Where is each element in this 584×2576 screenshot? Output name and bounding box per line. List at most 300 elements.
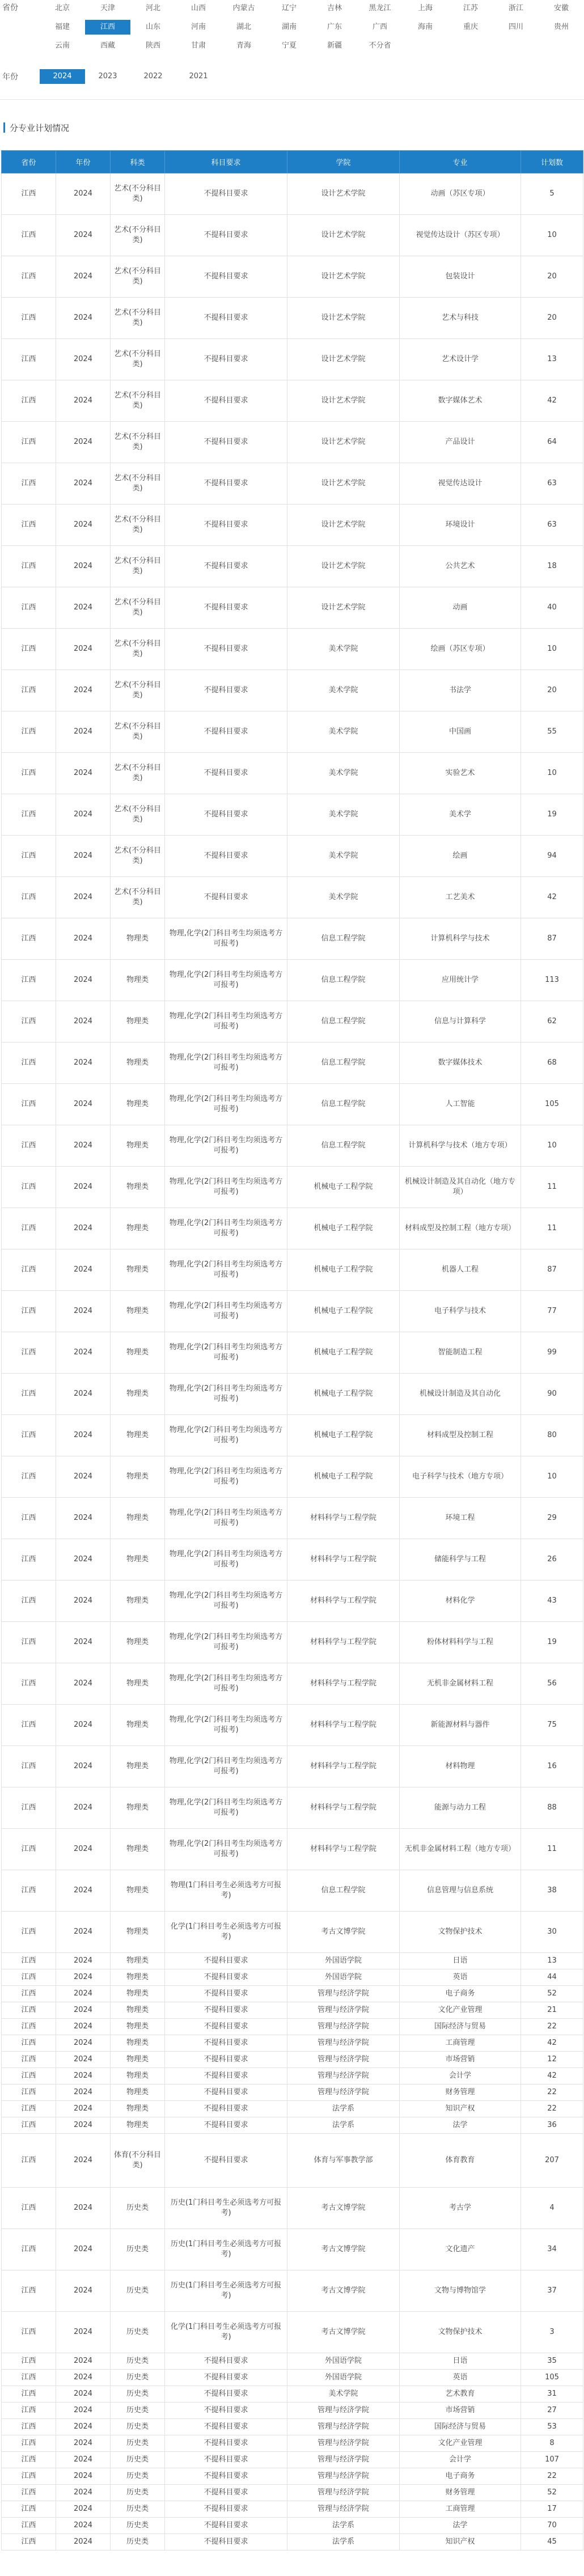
cell-year: 2024 (56, 1912, 111, 1953)
cell-plan-count: 22 (521, 2084, 583, 2101)
cell-subject-requirement: 不提科目要求 (165, 2403, 287, 2419)
cell-major: 信息管理与信息系统 (400, 1870, 521, 1912)
cell-category: 历史类 (111, 2518, 165, 2534)
province-chip[interactable]: 湖南 (281, 23, 297, 31)
cell-province: 江西 (2, 2518, 56, 2534)
cell-plan-count: 29 (521, 1498, 583, 1539)
cell-category: 历史类 (111, 2386, 165, 2403)
cell-plan-count: 27 (521, 2403, 583, 2419)
cell-category: 物理类 (111, 2068, 165, 2084)
cell-major: 信息与计算科学 (400, 1001, 521, 1043)
cell-college: 法学系 (287, 2117, 400, 2134)
cell-province: 江西 (2, 2068, 56, 2084)
cell-province: 江西 (2, 1953, 56, 1969)
province-chip[interactable]: 黑龙江 (369, 4, 391, 12)
table-row (2, 2485, 583, 2501)
table-row (2, 2002, 583, 2019)
cell-college: 考古文博学院 (287, 2270, 400, 2312)
cell-subject-requirement: 不提科目要求 (165, 339, 287, 380)
cell-category: 艺术(不分科目类) (111, 298, 165, 339)
cell-major: 文物与博物馆学 (400, 2270, 521, 2312)
cell-year: 2024 (56, 1332, 111, 1374)
cell-province: 江西 (2, 2403, 56, 2419)
cell-plan-count: 42 (521, 2068, 583, 2084)
year-chip[interactable]: 2022 (143, 72, 163, 80)
cell-college: 设计艺术学院 (287, 173, 400, 215)
cell-subject-requirement: 不提科目要求 (165, 877, 287, 918)
cell-subject-requirement: 物理,化学(2门科目考生均须选考方可报考) (165, 1374, 287, 1415)
cell-subject-requirement: 不提科目要求 (165, 2485, 287, 2501)
cell-year: 2024 (56, 2019, 111, 2035)
cell-major: 法学 (400, 2518, 521, 2534)
cell-category: 艺术(不分科目类) (111, 173, 165, 215)
cell-category: 历史类 (111, 2403, 165, 2419)
cell-plan-count: 21 (521, 2002, 583, 2019)
province-chip[interactable]: 贵州 (553, 23, 569, 31)
cell-year: 2024 (56, 2035, 111, 2052)
year-chip[interactable]: 2024 (40, 69, 85, 84)
cell-major: 财务管理 (400, 2084, 521, 2101)
cell-plan-count: 63 (521, 463, 583, 505)
cell-province: 江西 (2, 1043, 56, 1084)
cell-province: 江西 (2, 1001, 56, 1043)
province-filter-label: 省份 (2, 3, 18, 12)
cell-province: 江西 (2, 2468, 56, 2485)
cell-major: 艺术教育 (400, 2386, 521, 2403)
cell-plan-count: 40 (521, 587, 583, 629)
table-body (2, 173, 583, 2550)
cell-subject-requirement: 不提科目要求 (165, 380, 287, 422)
province-chip[interactable]: 甘肃 (191, 41, 206, 50)
cell-plan-count: 52 (521, 1986, 583, 2002)
table-row (2, 2188, 583, 2229)
cell-plan-count: 77 (521, 1291, 583, 1332)
cell-plan-count: 22 (521, 2468, 583, 2485)
cell-college: 机械电子工程学院 (287, 1374, 400, 1415)
table-row (2, 2518, 583, 2534)
province-chip[interactable]: 陕西 (145, 41, 160, 50)
cell-subject-requirement: 不提科目要求 (165, 2386, 287, 2403)
cell-province: 江西 (2, 2312, 56, 2353)
table-row (2, 2386, 583, 2403)
header-category: 科类 (111, 151, 165, 173)
cell-plan-count: 88 (521, 1787, 583, 1829)
cell-category: 物理类 (111, 2052, 165, 2068)
province-chip[interactable]: 湖北 (236, 23, 251, 31)
table-row (2, 1291, 583, 1332)
cell-province: 江西 (2, 2117, 56, 2134)
province-chip[interactable]: 海南 (417, 23, 433, 31)
cell-plan-count: 10 (521, 629, 583, 670)
province-chip[interactable]: 河南 (191, 23, 206, 31)
cell-major: 文化产业管理 (400, 2002, 521, 2019)
cell-major: 体育教育 (400, 2134, 521, 2188)
table-row (2, 1829, 583, 1870)
cell-year: 2024 (56, 1705, 111, 1746)
cell-major: 计算机科学与技术（地方专项） (400, 1125, 521, 1167)
cell-category: 物理类 (111, 918, 165, 960)
cell-category: 历史类 (111, 2188, 165, 2229)
cell-subject-requirement: 不提科目要求 (165, 2084, 287, 2101)
cell-year: 2024 (56, 2270, 111, 2312)
cell-subject-requirement: 不提科目要求 (165, 753, 287, 794)
cell-college: 管理与经济学院 (287, 2501, 400, 2518)
cell-category: 物理类 (111, 1969, 165, 1986)
cell-year: 2024 (56, 2419, 111, 2435)
cell-subject-requirement: 物理,化学(2门科目考生均须选考方可报考) (165, 1622, 287, 1663)
cell-year: 2024 (56, 2452, 111, 2468)
cell-province: 江西 (2, 1498, 56, 1539)
cell-subject-requirement: 化学(1门科目考生必须选考方可报考) (165, 2312, 287, 2353)
cell-plan-count: 17 (521, 2501, 583, 2518)
province-chip[interactable]: 内蒙古 (232, 4, 255, 12)
cell-province: 江西 (2, 1663, 56, 1705)
cell-category: 物理类 (111, 1746, 165, 1787)
cell-plan-count: 10 (521, 215, 583, 256)
cell-year: 2024 (56, 918, 111, 960)
table-row (2, 173, 583, 215)
cell-category: 物理类 (111, 1870, 165, 1912)
province-chip[interactable]: 山东 (145, 23, 160, 31)
cell-category: 物理类 (111, 1043, 165, 1084)
cell-year: 2024 (56, 1746, 111, 1787)
cell-major: 英语 (400, 2370, 521, 2386)
cell-province: 江西 (2, 298, 56, 339)
cell-subject-requirement: 物理,化学(2门科目考生均须选考方可报考) (165, 1043, 287, 1084)
header-major: 专业 (400, 151, 521, 173)
cell-category: 物理类 (111, 2117, 165, 2134)
cell-major: 材料化学 (400, 1581, 521, 1622)
cell-subject-requirement: 不提科目要求 (165, 298, 287, 339)
province-chip[interactable]: 浙江 (508, 4, 523, 12)
table-row (2, 1167, 583, 1208)
cell-subject-requirement: 物理,化学(2门科目考生均须选考方可报考) (165, 1125, 287, 1167)
cell-province: 江西 (2, 1249, 56, 1291)
cell-plan-count: 4 (521, 2188, 583, 2229)
cell-province: 江西 (2, 587, 56, 629)
cell-category: 历史类 (111, 2370, 165, 2386)
cell-category: 物理类 (111, 2002, 165, 2019)
cell-province: 江西 (2, 463, 56, 505)
cell-year: 2024 (56, 2435, 111, 2452)
cell-category: 艺术(不分科目类) (111, 215, 165, 256)
year-chip[interactable]: 2021 (189, 72, 208, 80)
cell-subject-requirement: 物理,化学(2门科目考生均须选考方可报考) (165, 1332, 287, 1374)
cell-province: 江西 (2, 546, 56, 587)
cell-province: 江西 (2, 1787, 56, 1829)
cell-plan-count: 63 (521, 505, 583, 546)
cell-subject-requirement: 不提科目要求 (165, 422, 287, 463)
cell-subject-requirement: 物理,化学(2门科目考生均须选考方可报考) (165, 918, 287, 960)
cell-subject-requirement: 物理,化学(2门科目考生均须选考方可报考) (165, 960, 287, 1001)
province-chip[interactable]: 不分省 (369, 41, 391, 50)
cell-plan-count: 22 (521, 2101, 583, 2117)
table-row (2, 2452, 583, 2468)
cell-province: 江西 (2, 1084, 56, 1125)
cell-subject-requirement: 物理(1门科目考生必须选考方可报考) (165, 1870, 287, 1912)
cell-year: 2024 (56, 1969, 111, 1986)
cell-major: 工艺美术 (400, 877, 521, 918)
cell-plan-count: 20 (521, 256, 583, 298)
table-row (2, 2084, 583, 2101)
cell-category: 艺术(不分科目类) (111, 256, 165, 298)
cell-province: 江西 (2, 2188, 56, 2229)
cell-college: 管理与经济学院 (287, 2452, 400, 2468)
cell-plan-count: 8 (521, 2435, 583, 2452)
cell-province: 江西 (2, 2353, 56, 2370)
table-row (2, 339, 583, 380)
cell-year: 2024 (56, 1622, 111, 1663)
cell-province: 江西 (2, 1291, 56, 1332)
cell-college: 外国语学院 (287, 1969, 400, 1986)
province-chip[interactable]: 重庆 (463, 23, 478, 31)
province-chip[interactable]: 山西 (191, 4, 206, 12)
cell-college: 机械电子工程学院 (287, 1456, 400, 1498)
province-chip[interactable]: 江苏 (463, 4, 478, 12)
cell-plan-count: 52 (521, 2485, 583, 2501)
cell-year: 2024 (56, 1415, 111, 1456)
cell-subject-requirement: 不提科目要求 (165, 2002, 287, 2019)
table-row (2, 1374, 583, 1415)
cell-province: 江西 (2, 2084, 56, 2101)
cell-province: 江西 (2, 2052, 56, 2068)
cell-subject-requirement: 不提科目要求 (165, 2052, 287, 2068)
province-chip[interactable]: 云南 (54, 41, 70, 50)
table-row (2, 711, 583, 753)
province-chip[interactable]: 西藏 (100, 41, 115, 50)
cell-major: 会计学 (400, 2068, 521, 2084)
cell-college: 设计艺术学院 (287, 546, 400, 587)
table-row (2, 298, 583, 339)
cell-category: 历史类 (111, 2468, 165, 2485)
cell-plan-count: 10 (521, 1456, 583, 1498)
cell-category: 艺术(不分科目类) (111, 877, 165, 918)
cell-subject-requirement: 不提科目要求 (165, 587, 287, 629)
province-chip[interactable]: 辽宁 (281, 4, 297, 12)
cell-subject-requirement: 物理,化学(2门科目考生均须选考方可报考) (165, 1539, 287, 1581)
cell-major: 机械设计制造及其自动化（地方专项） (400, 1167, 521, 1208)
table-row (2, 836, 583, 877)
cell-category: 物理类 (111, 1332, 165, 1374)
cell-plan-count: 113 (521, 960, 583, 1001)
cell-subject-requirement: 不提科目要求 (165, 2035, 287, 2052)
cell-plan-count: 55 (521, 711, 583, 753)
cell-year: 2024 (56, 587, 111, 629)
table-row (2, 1043, 583, 1084)
cell-province: 江西 (2, 877, 56, 918)
cell-college: 设计艺术学院 (287, 587, 400, 629)
cell-year: 2024 (56, 422, 111, 463)
province-chip[interactable]: 北京 (54, 4, 70, 12)
cell-college: 材料科学与工程学院 (287, 1581, 400, 1622)
province-chip[interactable]: 广西 (372, 23, 387, 31)
cell-year: 2024 (56, 1001, 111, 1043)
cell-college: 材料科学与工程学院 (287, 1622, 400, 1663)
table-row (2, 1912, 583, 1953)
cell-major: 环境工程 (400, 1498, 521, 1539)
cell-plan-count: 31 (521, 2386, 583, 2403)
cell-plan-count: 34 (521, 2229, 583, 2270)
cell-major: 知识产权 (400, 2534, 521, 2550)
cell-year: 2024 (56, 339, 111, 380)
cell-major: 法学 (400, 2117, 521, 2134)
cell-year: 2024 (56, 505, 111, 546)
table-row (2, 1787, 583, 1829)
table-row (2, 380, 583, 422)
cell-college: 美术学院 (287, 629, 400, 670)
cell-province: 江西 (2, 2419, 56, 2435)
province-chip[interactable]: 江西 (85, 20, 130, 35)
cell-province: 江西 (2, 380, 56, 422)
cell-province: 江西 (2, 339, 56, 380)
cell-plan-count: 44 (521, 1969, 583, 1986)
cell-major: 工商管理 (400, 2035, 521, 2052)
cell-category: 艺术(不分科目类) (111, 711, 165, 753)
cell-major: 材料成型及控制工程 (400, 1415, 521, 1456)
cell-college: 信息工程学院 (287, 1870, 400, 1912)
header-plan-count: 计划数 (521, 151, 583, 173)
cell-major: 日语 (400, 2353, 521, 2370)
cell-college: 设计艺术学院 (287, 339, 400, 380)
cell-year: 2024 (56, 173, 111, 215)
cell-subject-requirement: 不提科目要求 (165, 2117, 287, 2134)
cell-plan-count: 53 (521, 2419, 583, 2435)
cell-province: 江西 (2, 1986, 56, 2002)
cell-province: 江西 (2, 1581, 56, 1622)
cell-category: 艺术(不分科目类) (111, 753, 165, 794)
province-chip[interactable]: 上海 (417, 4, 433, 12)
cell-major: 美术学 (400, 794, 521, 836)
cell-college: 设计艺术学院 (287, 505, 400, 546)
cell-year: 2024 (56, 1374, 111, 1415)
cell-major: 绘画 (400, 836, 521, 877)
plan-table (1, 150, 583, 2550)
cell-plan-count: 87 (521, 1249, 583, 1291)
province-chip[interactable]: 四川 (508, 23, 523, 31)
cell-college: 机械电子工程学院 (287, 1167, 400, 1208)
cell-subject-requirement: 不提科目要求 (165, 256, 287, 298)
cell-major: 机械设计制造及其自动化 (400, 1374, 521, 1415)
province-chip[interactable]: 天津 (100, 4, 115, 12)
cell-category: 艺术(不分科目类) (111, 422, 165, 463)
cell-subject-requirement: 不提科目要求 (165, 629, 287, 670)
cell-province: 江西 (2, 753, 56, 794)
province-chip[interactable]: 吉林 (327, 4, 342, 12)
cell-college: 信息工程学院 (287, 960, 400, 1001)
province-chip[interactable]: 福建 (54, 23, 70, 31)
cell-major: 文化遗产 (400, 2229, 521, 2270)
cell-category: 物理类 (111, 2035, 165, 2052)
cell-plan-count: 42 (521, 2035, 583, 2052)
table-row (2, 960, 583, 1001)
cell-year: 2024 (56, 2312, 111, 2353)
cell-year: 2024 (56, 877, 111, 918)
cell-province: 江西 (2, 1167, 56, 1208)
province-chip[interactable]: 河北 (145, 4, 160, 12)
cell-college: 外国语学院 (287, 2370, 400, 2386)
table-row (2, 794, 583, 836)
table-row (2, 2468, 583, 2485)
cell-category: 物理类 (111, 1912, 165, 1953)
cell-major: 粉体材料科学与工程 (400, 1622, 521, 1663)
cell-subject-requirement: 化学(1门科目考生必须选考方可报考) (165, 1912, 287, 1953)
cell-major: 文化产业管理 (400, 2435, 521, 2452)
cell-year: 2024 (56, 794, 111, 836)
cell-college: 设计艺术学院 (287, 463, 400, 505)
cell-subject-requirement: 不提科目要求 (165, 2501, 287, 2518)
province-chip[interactable]: 新疆 (327, 41, 342, 50)
cell-major: 视觉传达设计 (400, 463, 521, 505)
cell-province: 江西 (2, 1870, 56, 1912)
cell-plan-count: 20 (521, 298, 583, 339)
cell-college: 信息工程学院 (287, 1001, 400, 1043)
cell-plan-count: 107 (521, 2452, 583, 2468)
cell-year: 2024 (56, 546, 111, 587)
section-header (3, 121, 69, 134)
cell-major: 文物保护技术 (400, 2312, 521, 2353)
year-chip[interactable]: 2023 (98, 72, 117, 80)
cell-college: 美术学院 (287, 794, 400, 836)
cell-plan-count: 105 (521, 1084, 583, 1125)
cell-category: 物理类 (111, 1705, 165, 1746)
cell-subject-requirement: 物理,化学(2门科目考生均须选考方可报考) (165, 1581, 287, 1622)
province-chip[interactable]: 广东 (327, 23, 342, 31)
cell-category: 物理类 (111, 960, 165, 1001)
cell-province: 江西 (2, 1746, 56, 1787)
cell-college: 信息工程学院 (287, 1043, 400, 1084)
cell-college: 机械电子工程学院 (287, 1208, 400, 1249)
table-row (2, 1969, 583, 1986)
cell-major: 无机非金属材料工程 (400, 1663, 521, 1705)
cell-college: 外国语学院 (287, 2353, 400, 2370)
cell-category: 物理类 (111, 1456, 165, 1498)
header-year: 年份 (56, 151, 111, 173)
cell-subject-requirement: 不提科目要求 (165, 2419, 287, 2435)
cell-year: 2024 (56, 298, 111, 339)
province-chip-list (40, 0, 584, 56)
province-chip[interactable]: 青海 (236, 41, 251, 50)
table-row (2, 2270, 583, 2312)
cell-year: 2024 (56, 1829, 111, 1870)
cell-category: 历史类 (111, 2452, 165, 2468)
table-row (2, 2117, 583, 2134)
year-chip-list (40, 69, 221, 84)
cell-category: 物理类 (111, 1291, 165, 1332)
table-row (2, 1539, 583, 1581)
cell-major: 材料物理 (400, 1746, 521, 1787)
cell-category: 历史类 (111, 2501, 165, 2518)
cell-major: 书法学 (400, 670, 521, 711)
cell-college: 信息工程学院 (287, 918, 400, 960)
province-chip[interactable]: 宁夏 (281, 41, 297, 50)
cell-college: 管理与经济学院 (287, 2035, 400, 2052)
cell-plan-count: 10 (521, 1125, 583, 1167)
cell-plan-count: 105 (521, 2370, 583, 2386)
cell-major: 国际经济与贸易 (400, 2019, 521, 2035)
province-chip[interactable]: 安徽 (553, 4, 569, 12)
cell-year: 2024 (56, 2468, 111, 2485)
table-row (2, 629, 583, 670)
cell-category: 历史类 (111, 2435, 165, 2452)
table-row (2, 1705, 583, 1746)
cell-plan-count: 42 (521, 380, 583, 422)
cell-province: 江西 (2, 2501, 56, 2518)
cell-major: 艺术设计学 (400, 339, 521, 380)
cell-major: 数字媒体艺术 (400, 380, 521, 422)
cell-plan-count: 38 (521, 1870, 583, 1912)
cell-subject-requirement: 不提科目要求 (165, 1953, 287, 1969)
cell-college: 美术学院 (287, 877, 400, 918)
